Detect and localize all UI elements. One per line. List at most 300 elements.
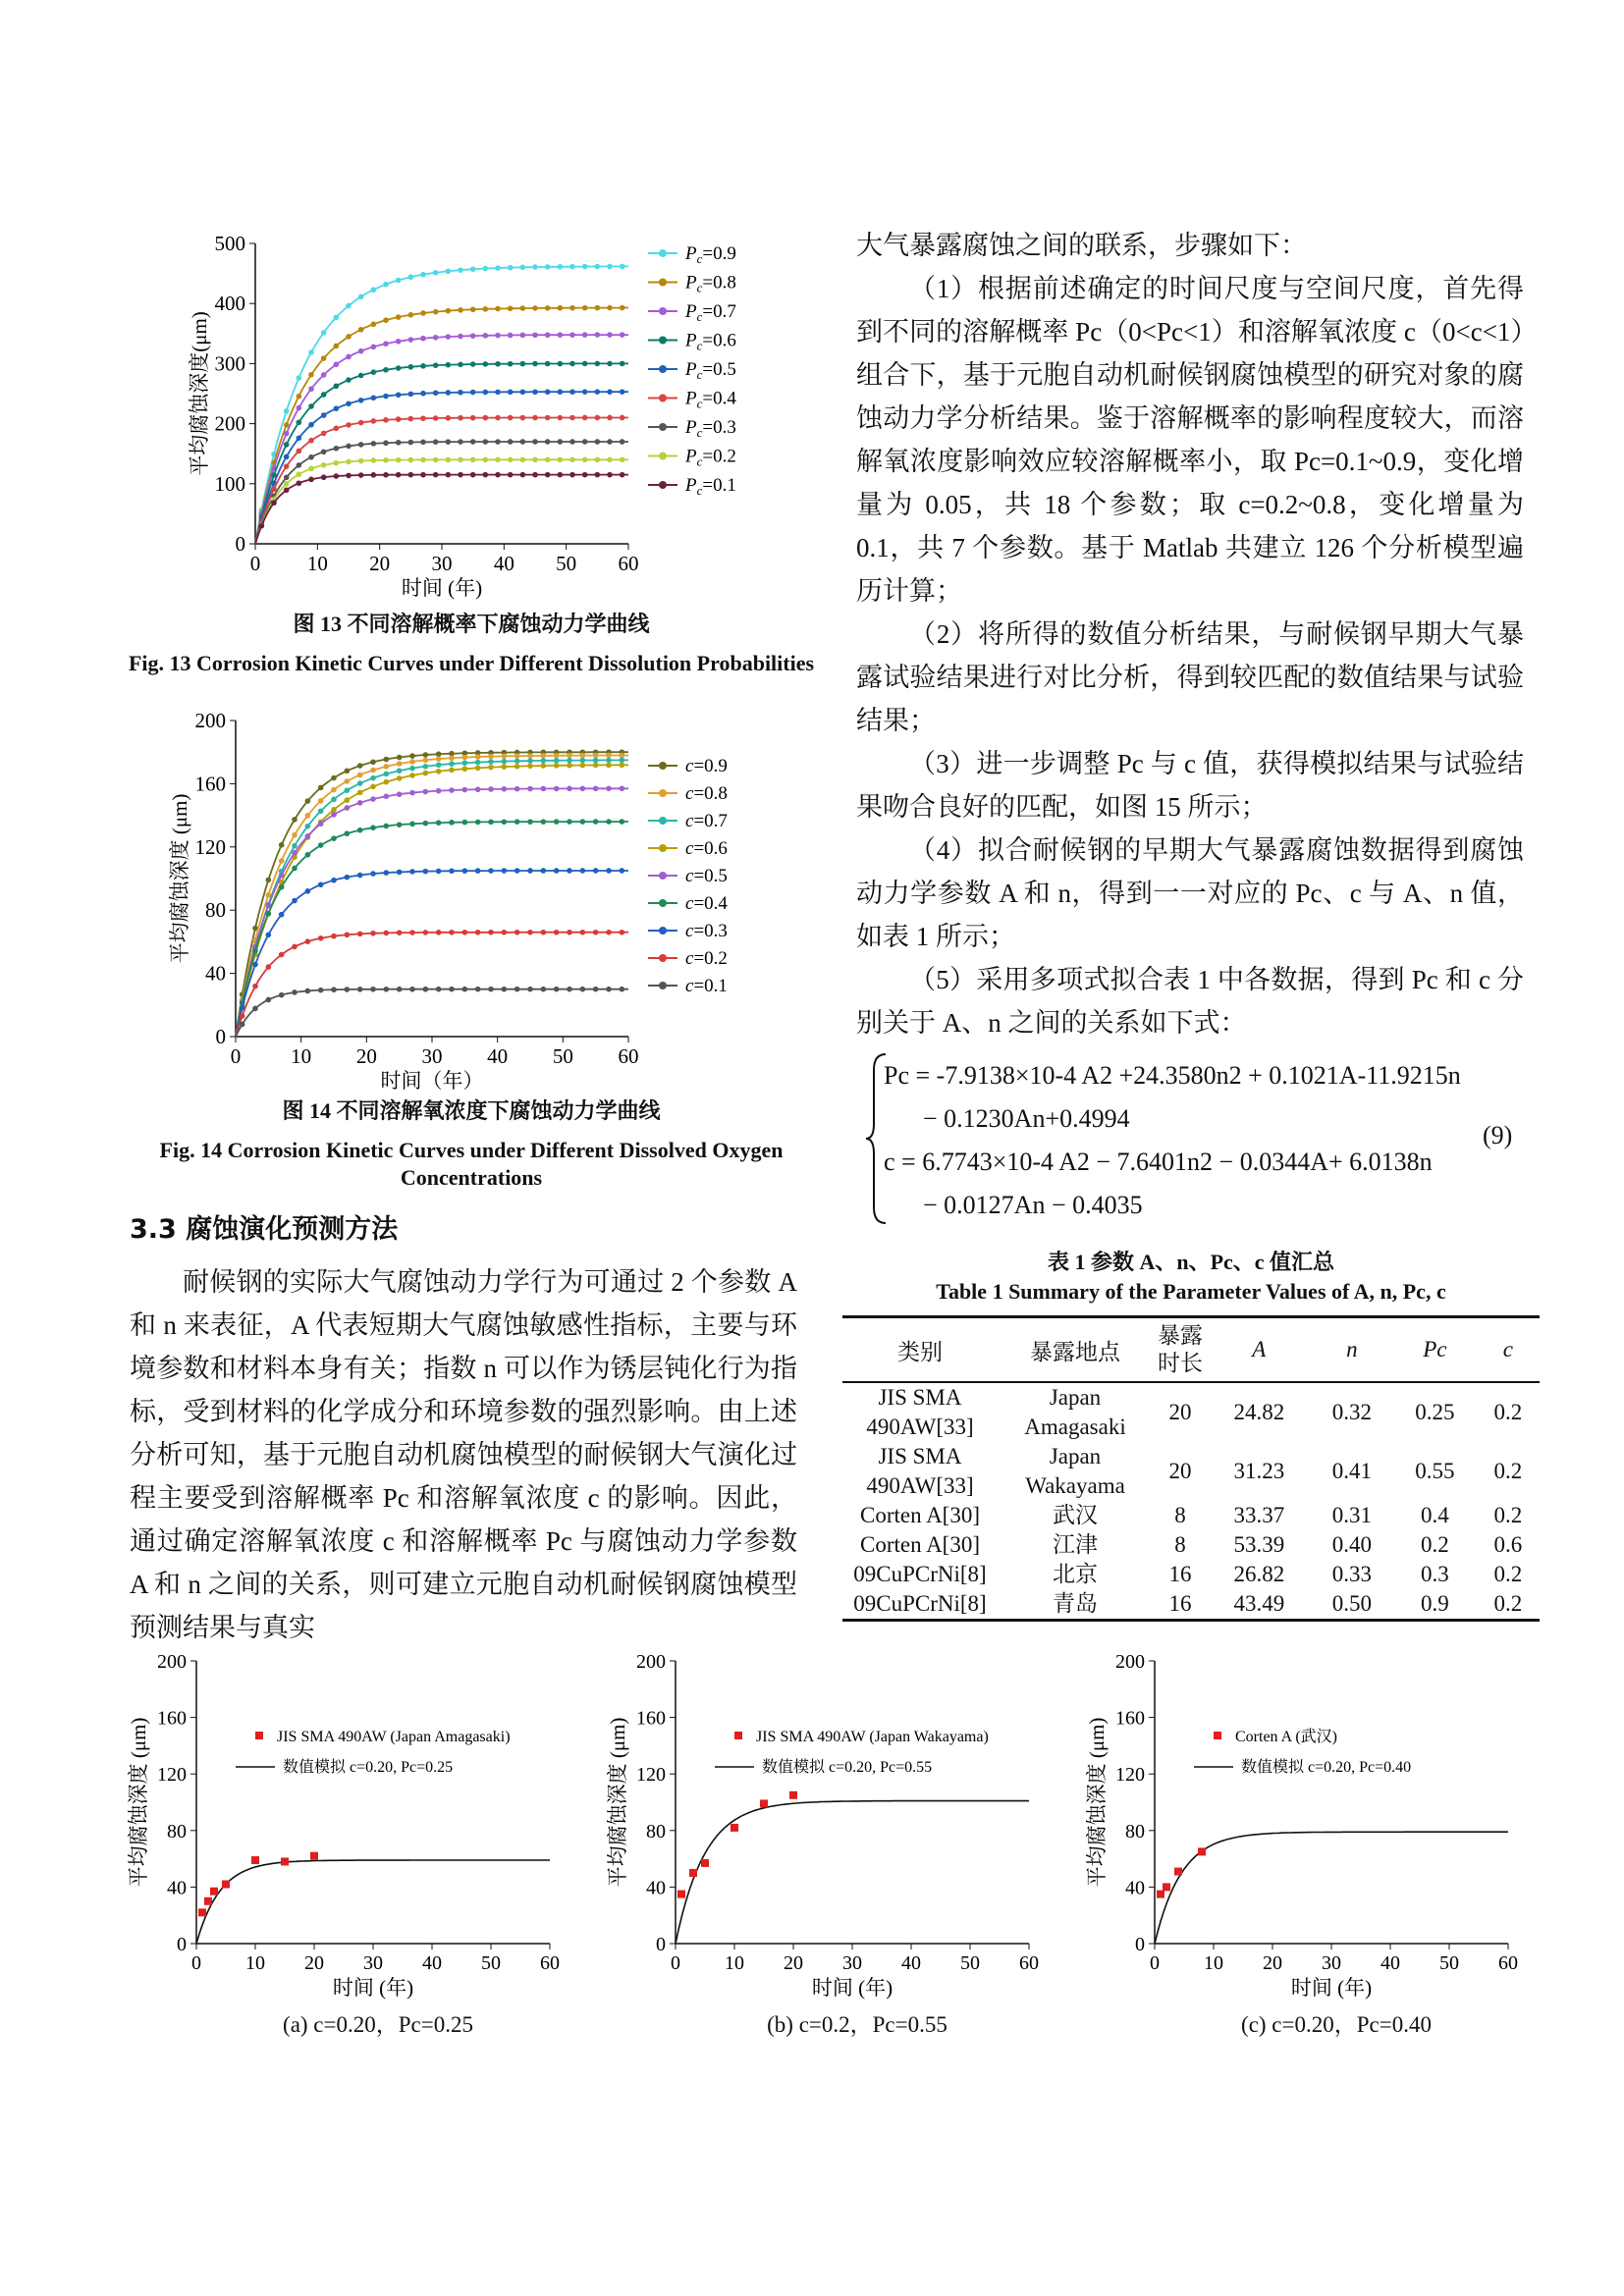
series-marker <box>620 264 625 270</box>
series-marker <box>370 775 376 781</box>
series-marker <box>458 390 463 396</box>
x-tick-label: 10 <box>1204 1952 1223 1974</box>
series-marker <box>495 472 501 478</box>
left-paragraph: 耐候钢的实际大气腐蚀动力学行为可通过 2 个参数 A 和 n 来表征，A 代表短期大气腐蚀敏感性指标，主要与环境参数和材料本身有关；指数 n 可以作为锈层钝化行为指标，受到材料的化学成分和环境参数的强烈影响。由上述分析可知，基于元胞自动机腐蚀模型的耐候钢大气演化过程主要受到溶解概率 Pc 和溶解氧浓度 c 的影响。因此，通过确定溶解氧浓度 c 和溶解概率 Pc 与腐蚀动力学参数 A 和 n 之间的关系，则可建立元胞自动机耐候钢腐蚀模型预测结果与真实 <box>130 1267 797 1642</box>
series-marker <box>545 332 551 338</box>
series-marker <box>318 881 324 887</box>
series-marker <box>520 457 526 463</box>
legend-label: c=0.2 <box>685 948 728 969</box>
series-marker <box>397 987 403 992</box>
legend-label: $P_c=0.3$ <box>685 417 736 440</box>
series-marker <box>502 930 508 935</box>
equation-number: (9) <box>1483 1121 1513 1149</box>
x-tick-label: 50 <box>552 1044 573 1068</box>
series-marker <box>458 334 463 340</box>
series-marker <box>514 764 520 770</box>
series-marker <box>527 753 533 759</box>
series-marker <box>409 790 415 796</box>
series-marker <box>423 821 429 827</box>
series-marker <box>607 305 613 311</box>
series-marker <box>580 753 586 759</box>
series-marker <box>384 772 390 777</box>
series-marker <box>292 866 298 872</box>
series-marker <box>408 392 414 398</box>
series-marker <box>527 987 533 992</box>
series-marker <box>279 912 285 918</box>
series-marker <box>346 473 352 479</box>
series-marker <box>495 306 501 312</box>
series-marker <box>593 819 599 825</box>
series-marker <box>357 763 363 769</box>
table-row <box>842 1442 1540 1501</box>
series-marker <box>449 755 455 761</box>
series-marker <box>433 390 439 396</box>
series-marker <box>292 989 298 995</box>
series-marker <box>567 930 572 935</box>
series-marker <box>371 472 377 478</box>
legend-label: $P_c=0.7$ <box>685 301 736 324</box>
series-marker <box>308 438 314 444</box>
series-marker <box>620 758 625 764</box>
series-marker <box>345 830 351 836</box>
series-marker <box>580 758 586 764</box>
series-marker <box>357 873 363 879</box>
series-marker <box>446 268 452 274</box>
y-tick-label: 0 <box>215 1025 226 1048</box>
fig15c-caption: (c) c=0.20，Pc=0.40 <box>1241 2012 1432 2037</box>
table-cell-site: Japan Amagasaki <box>1024 1385 1126 1439</box>
series-marker <box>620 819 625 825</box>
table-row <box>842 1560 1540 1589</box>
series-marker <box>582 305 588 311</box>
x-tick-label: 10 <box>291 1044 312 1068</box>
series-marker <box>567 758 572 764</box>
series-marker <box>502 764 508 770</box>
series-marker <box>321 355 327 361</box>
series-marker <box>462 760 468 766</box>
series-marker <box>318 821 324 827</box>
series-marker <box>297 375 302 381</box>
series-marker <box>396 339 402 345</box>
series-marker <box>423 930 429 935</box>
x-tick-label: 60 <box>618 552 639 575</box>
series-marker <box>370 796 376 802</box>
x-tick-label: 10 <box>306 552 328 575</box>
series-marker <box>279 873 285 879</box>
data-point <box>1157 1891 1164 1898</box>
series-marker <box>620 332 625 338</box>
series-marker <box>541 753 547 759</box>
step-5: （5）采用多项式拟合表 1 中各数据，得到 Pc 和 c 分别关于 A、n 之间的关系如下式： <box>856 965 1524 1038</box>
table-cell-pc: 0.3 <box>1421 1562 1449 1586</box>
series-marker <box>345 805 351 811</box>
series-marker <box>541 758 547 764</box>
table1-header: Pc <box>1423 1337 1447 1362</box>
series-marker <box>527 868 533 874</box>
series-marker <box>545 439 551 445</box>
series-marker <box>514 930 520 935</box>
step-1: （1）根据前述确定的时间尺度与空间尺度，首先得到不同的溶解概率 Pc（0<Pc<1）和溶解氧浓度 c（0<c<1）组合下，基于元胞自动机耐候钢腐蚀模型的研究对象的腐蚀动力学分析结果。鉴于溶解概率的影响程度较大，而溶解氧浓度影响效应较溶解概率小，取 Pc=0.1~0.9，变化增量为 0.05，共 18 个参数；取 c=0.2~0.8，变化增量为 0.1，共 7 个参数。基于 Matlab 共建立 126 个分析模型遍历计算； <box>856 274 1524 606</box>
series-marker <box>595 457 601 463</box>
series-marker <box>357 828 363 833</box>
series-marker <box>541 819 547 825</box>
series-marker <box>488 754 494 760</box>
series-marker <box>569 472 575 478</box>
legend-label: $P_c=0.9$ <box>685 243 736 266</box>
series-marker <box>409 759 415 765</box>
series-marker <box>495 457 501 463</box>
series-marker <box>541 987 547 992</box>
series-marker <box>420 391 426 397</box>
series-marker <box>495 361 501 367</box>
series-marker <box>308 386 314 392</box>
series-marker <box>508 265 514 271</box>
series-marker <box>297 420 302 426</box>
y-tick-label: 120 <box>194 834 226 859</box>
series-marker <box>370 825 376 830</box>
series-marker <box>423 789 429 795</box>
table-cell-cat: JIS SMA 490AW[33] <box>866 1444 974 1498</box>
series-marker <box>470 306 476 312</box>
series-marker <box>593 868 599 874</box>
series-marker <box>292 832 298 838</box>
series-marker <box>462 787 468 793</box>
data-point <box>310 1852 318 1860</box>
series-marker <box>408 472 414 478</box>
series-marker <box>446 334 452 340</box>
series-marker <box>436 930 442 935</box>
table-cell-time: 20 <box>1168 1459 1192 1483</box>
series-marker <box>396 472 402 478</box>
series-marker <box>541 786 547 792</box>
series-marker <box>397 775 403 781</box>
series-marker <box>308 466 314 472</box>
legend-label: $P_c=0.2$ <box>685 446 736 469</box>
data-point <box>701 1859 709 1867</box>
series-marker <box>462 930 468 935</box>
series-marker <box>436 751 442 757</box>
series-marker <box>514 759 520 765</box>
series-marker <box>321 392 327 398</box>
series-marker <box>620 457 625 463</box>
series-marker <box>420 363 426 369</box>
legend-point-swatch <box>255 1732 263 1739</box>
series-marker <box>321 431 327 437</box>
series-marker <box>409 766 415 772</box>
series-marker <box>433 270 439 276</box>
series-marker <box>520 389 526 395</box>
series-marker <box>580 868 586 874</box>
simulation-line <box>1155 1832 1508 1944</box>
series-marker <box>370 768 376 774</box>
series-marker <box>483 266 489 272</box>
legend-line-label: 数值模拟 c=0.20, Pc=0.55 <box>762 1759 933 1776</box>
series-marker <box>527 819 533 825</box>
y-axis-label: 平均腐蚀深度 (μm) <box>168 793 191 964</box>
series-marker <box>502 868 508 874</box>
right-column-text <box>856 224 1524 1044</box>
y-tick-label: 0 <box>235 532 245 556</box>
series-marker <box>423 764 429 770</box>
step-2: （2）将所得的数值分析结果，与耐候钢早期大气暴露试验结果进行对比分析，得到较匹配的数值结果与试验结果； <box>856 619 1524 735</box>
series-marker <box>284 488 290 494</box>
series-marker <box>370 784 376 790</box>
series-marker <box>433 439 439 445</box>
series-marker <box>527 764 533 770</box>
x-tick-label: 30 <box>431 552 453 575</box>
series-marker <box>346 459 352 465</box>
series-marker <box>620 305 625 311</box>
series-marker <box>558 305 564 311</box>
table-cell-time: 20 <box>1168 1400 1192 1424</box>
series-marker <box>357 932 363 937</box>
series-marker <box>514 987 520 992</box>
series-marker <box>567 786 572 792</box>
legend-label: $P_c=0.6$ <box>685 330 736 353</box>
series-marker <box>383 457 389 463</box>
series-marker <box>308 422 314 428</box>
data-point <box>689 1869 697 1877</box>
series-marker <box>475 987 481 992</box>
y-tick-label: 160 <box>157 1707 187 1730</box>
series-marker <box>470 439 476 445</box>
y-tick-label: 200 <box>636 1651 666 1673</box>
table-cell-A: 26.82 <box>1233 1562 1285 1586</box>
series-marker <box>475 754 481 760</box>
series-marker <box>266 911 272 917</box>
series-marker <box>297 405 302 411</box>
legend-marker <box>659 279 667 287</box>
series-marker <box>346 400 352 406</box>
series-marker <box>433 309 439 315</box>
series-marker <box>508 472 514 478</box>
series-marker <box>358 294 364 299</box>
series-marker <box>567 987 572 992</box>
series-marker <box>383 472 389 478</box>
series-marker <box>527 758 533 764</box>
series-marker <box>334 426 340 432</box>
series-marker <box>433 415 439 421</box>
series-marker <box>620 389 625 395</box>
legend-marker <box>659 423 667 431</box>
series-marker <box>436 756 442 762</box>
series-marker <box>554 753 560 759</box>
legend-marker <box>659 365 667 373</box>
series-marker <box>514 819 520 825</box>
series-marker <box>240 1013 245 1019</box>
series-marker <box>346 444 352 450</box>
table-cell-n: 0.32 <box>1331 1400 1372 1424</box>
series-marker <box>279 858 285 864</box>
x-axis-label: 时间 (年) <box>332 1976 414 2000</box>
series-marker <box>345 768 351 774</box>
series-marker <box>334 405 340 411</box>
series-marker <box>334 446 340 452</box>
series-marker <box>297 462 302 468</box>
table-cell-site: Japan Wakayama <box>1025 1444 1125 1498</box>
series-marker <box>446 457 452 463</box>
series-marker <box>266 878 272 883</box>
series-marker <box>433 472 439 478</box>
series-marker <box>470 457 476 463</box>
series-marker <box>541 868 547 874</box>
series-marker <box>569 439 575 445</box>
series-marker <box>358 420 364 426</box>
series-line <box>236 989 628 1037</box>
table-cell-A: 43.49 <box>1233 1591 1285 1616</box>
series-marker <box>567 868 572 874</box>
series-marker <box>279 842 285 848</box>
series-marker <box>458 307 463 313</box>
series-marker <box>569 332 575 338</box>
series-marker <box>527 786 533 792</box>
table-cell-c: 0.2 <box>1493 1503 1523 1527</box>
table-cell-c: 0.2 <box>1493 1400 1523 1424</box>
series-marker <box>266 997 272 1003</box>
series-marker <box>331 797 337 803</box>
legend-label: $P_c=0.5$ <box>685 359 736 382</box>
series-marker <box>502 754 508 760</box>
fig15b-caption: (b) c=0.2，Pc=0.55 <box>767 2012 947 2037</box>
series-marker <box>593 753 599 759</box>
data-point <box>222 1881 230 1889</box>
fig15a-chart <box>118 1649 579 2012</box>
series-marker <box>595 305 601 311</box>
series-marker <box>532 332 538 338</box>
legend-label: c=0.6 <box>685 838 728 859</box>
series-marker <box>436 769 442 774</box>
legend-marker <box>659 762 667 770</box>
series-marker <box>558 389 564 395</box>
legend-points-label: JIS SMA 490AW (Japan Wakayama) <box>756 1729 989 1745</box>
x-tick-label: 50 <box>960 1952 980 1974</box>
series-marker <box>305 888 311 894</box>
series-marker <box>371 457 377 463</box>
legend-label: c=0.8 <box>685 783 728 804</box>
table-cell-cat: 09CuPCrNi[8] <box>853 1562 987 1586</box>
legend-line-label: 数值模拟 c=0.20, Pc=0.25 <box>283 1759 454 1776</box>
series-marker <box>458 472 463 478</box>
table-cell-c: 0.6 <box>1493 1532 1523 1557</box>
series-marker <box>532 415 538 421</box>
series-marker <box>595 264 601 270</box>
series-marker <box>462 766 468 772</box>
series-marker <box>475 820 481 826</box>
series-marker <box>383 440 389 446</box>
series-marker <box>470 472 476 478</box>
series-marker <box>371 287 377 293</box>
series-marker <box>433 362 439 368</box>
x-tick-label: 20 <box>1263 1952 1282 1974</box>
series-marker <box>321 372 327 378</box>
series-marker <box>284 454 290 460</box>
series-marker <box>397 768 403 774</box>
x-tick-label: 40 <box>493 552 514 575</box>
series-marker <box>620 930 625 935</box>
y-tick-label: 300 <box>214 351 245 376</box>
series-marker <box>331 987 337 992</box>
y-tick-label: 80 <box>646 1820 666 1842</box>
series-marker <box>606 930 612 935</box>
series-marker <box>408 337 414 343</box>
series-marker <box>305 824 311 829</box>
series-marker <box>607 264 613 270</box>
series-marker <box>371 345 377 350</box>
series-marker <box>449 820 455 826</box>
data-point <box>760 1799 768 1807</box>
table1-header: n <box>1346 1337 1358 1362</box>
series-marker <box>520 472 526 478</box>
series-marker <box>358 458 364 464</box>
equation-line-1: Pc = -7.9138×10-4 A2 +24.3580n2 + 0.1021A-11.9215n <box>884 1061 1461 1090</box>
x-tick-label: 10 <box>725 1952 744 1974</box>
series-marker <box>620 763 625 769</box>
series-marker <box>545 305 551 311</box>
series-marker <box>308 477 314 483</box>
series-marker <box>292 843 298 849</box>
series-marker <box>620 868 625 874</box>
series-marker <box>545 361 551 367</box>
series-marker <box>397 930 403 935</box>
x-tick-label: 30 <box>421 1044 443 1068</box>
series-marker <box>420 457 426 463</box>
series-marker <box>488 759 494 765</box>
series-marker <box>358 442 364 448</box>
data-point <box>1198 1847 1206 1855</box>
series-marker <box>305 938 311 944</box>
series-marker <box>595 361 601 367</box>
series-marker <box>532 305 538 311</box>
table1-header: 暴露地点 <box>1030 1339 1120 1364</box>
x-tick-label: 40 <box>487 1044 509 1068</box>
series-marker <box>595 389 601 395</box>
series-marker <box>357 773 363 778</box>
series-line <box>236 871 628 1037</box>
series-marker <box>514 868 520 874</box>
legend-label: c=0.3 <box>685 921 728 941</box>
series-marker <box>607 389 613 395</box>
x-axis-label: 时间 (年) <box>1290 1976 1373 2000</box>
series-marker <box>554 868 560 874</box>
series-marker <box>318 842 324 848</box>
fig13-chart <box>137 228 805 611</box>
x-tick-label: 0 <box>249 552 261 575</box>
series-marker <box>458 362 463 368</box>
section-heading: 3.3 腐蚀演化预测方法 <box>130 1214 399 1245</box>
y-tick-label: 0 <box>1135 1934 1145 1955</box>
legend-marker <box>659 249 667 257</box>
simulation-line <box>676 1801 1029 1944</box>
series-marker <box>384 779 390 785</box>
equation-line-3: c = 6.7743×10-4 A2 − 7.6401n2 − 0.0344A+ 6.0138n <box>884 1148 1433 1176</box>
series-marker <box>436 788 442 794</box>
data-point <box>210 1888 218 1896</box>
series-marker <box>483 306 489 312</box>
series-marker <box>371 418 377 424</box>
series-marker <box>279 884 285 890</box>
series-marker <box>420 310 426 316</box>
y-tick-label: 200 <box>194 711 226 732</box>
series-marker <box>545 472 551 478</box>
legend-label: $P_c=0.1$ <box>685 475 736 498</box>
table-cell-time: 16 <box>1168 1591 1192 1616</box>
series-marker <box>532 457 538 463</box>
series-marker <box>449 787 455 793</box>
series-marker <box>331 787 337 793</box>
legend-marker <box>659 954 667 962</box>
series-marker <box>520 305 526 311</box>
series-marker <box>345 787 351 793</box>
